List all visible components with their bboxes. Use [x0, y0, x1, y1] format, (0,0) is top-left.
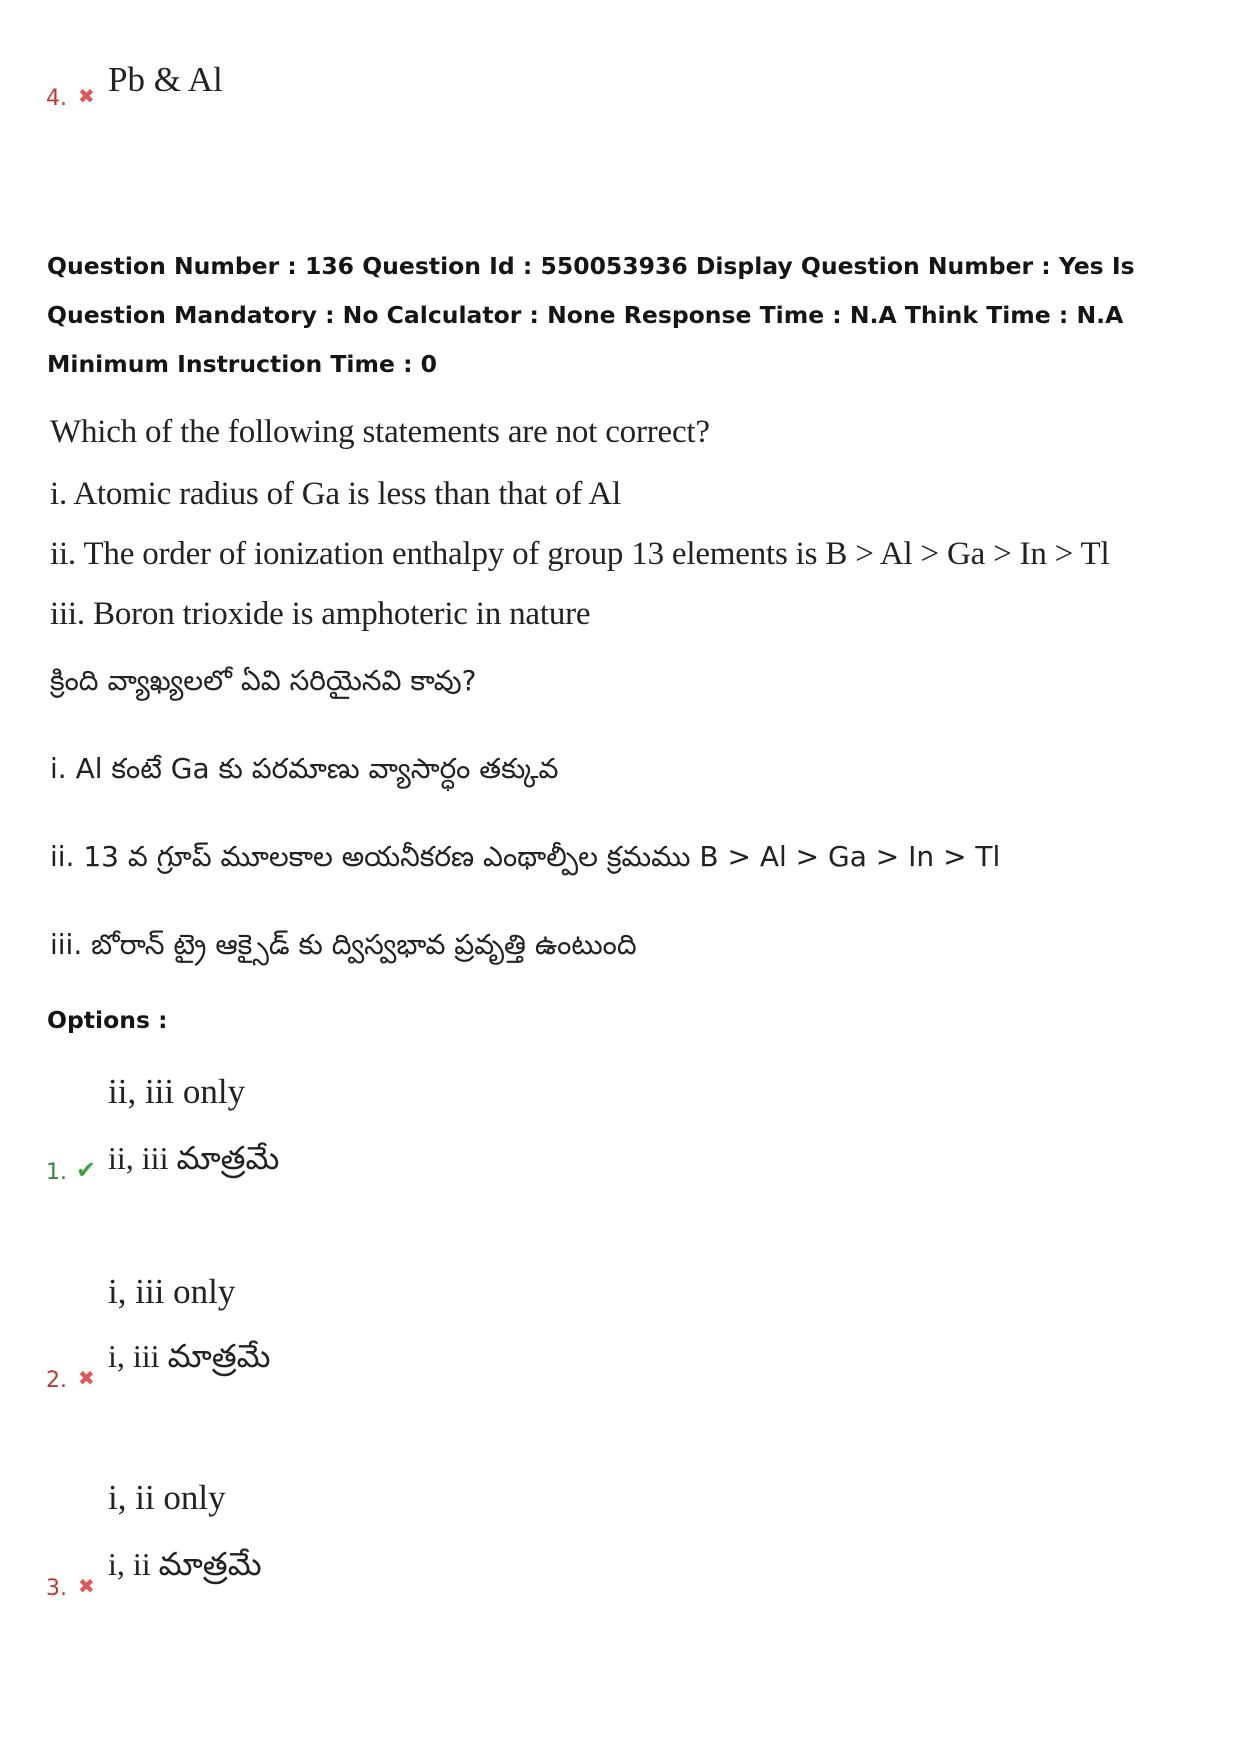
- option-1-number: 1.: [46, 1160, 67, 1185]
- statement-1-en: i. Atomic radius of Ga is less than that of Al: [50, 476, 621, 512]
- question-prompt-te: క్రింది వ్యాఖ్యలలో ఏవి సరియైనవి కావు?: [50, 664, 477, 697]
- question-prompt-en: Which of the following statements are not correct?: [50, 414, 710, 450]
- option-2-text-en: i, iii only: [108, 1272, 236, 1311]
- options-label: Options :: [47, 1006, 168, 1034]
- statement-2-en: ii. The order of ionization enthalpy of group 13 elements is B > Al > Ga > In > Tl: [50, 536, 1110, 572]
- wrong-mark-icon: ✖: [78, 84, 95, 108]
- option-4-number: 4.: [46, 86, 67, 111]
- option-1-text-en: ii, iii only: [108, 1072, 246, 1111]
- option-1-text-te: ii, iii మాత్రమే: [108, 1140, 280, 1176]
- question-metadata: Question Number : 136 Question Id : 550053936 Display Question Number : Yes Is Question Mandatory : No Calculator : None Response Time : N.A Think Time : N.A Minimum Instruction Time : 0: [47, 252, 1135, 378]
- option-3-text-te: i, ii మాత్రమే: [108, 1546, 262, 1582]
- statement-2-te: ii. 13 వ గ్రూప్ మూలకాల అయనీకరణ ఎంథాల్పీల క్రమము B > Al > Ga > In > Tl: [50, 840, 1001, 873]
- wrong-mark-icon: ✖: [78, 1366, 95, 1390]
- option-2-number: 2.: [46, 1368, 67, 1393]
- option-2-text-te: i, iii మాత్రమే: [108, 1338, 271, 1374]
- option-4-text: Pb & Al: [108, 60, 223, 99]
- wrong-mark-icon: ✖: [78, 1574, 95, 1598]
- statement-3-te: iii. బోరాన్ ట్రై ఆక్సైడ్ కు ద్విస్వభావ ప్రవృత్తి ఉంటుంది: [50, 928, 637, 961]
- statement-1-te: i. Al కంటే Ga కు పరమాణు వ్యాసార్ధం తక్కువ: [50, 752, 559, 785]
- option-3-number: 3.: [46, 1576, 67, 1601]
- correct-check-icon: ✔: [76, 1156, 97, 1184]
- statement-3-en: iii. Boron trioxide is amphoteric in nature: [50, 596, 591, 632]
- option-3-text-en: i, ii only: [108, 1478, 226, 1517]
